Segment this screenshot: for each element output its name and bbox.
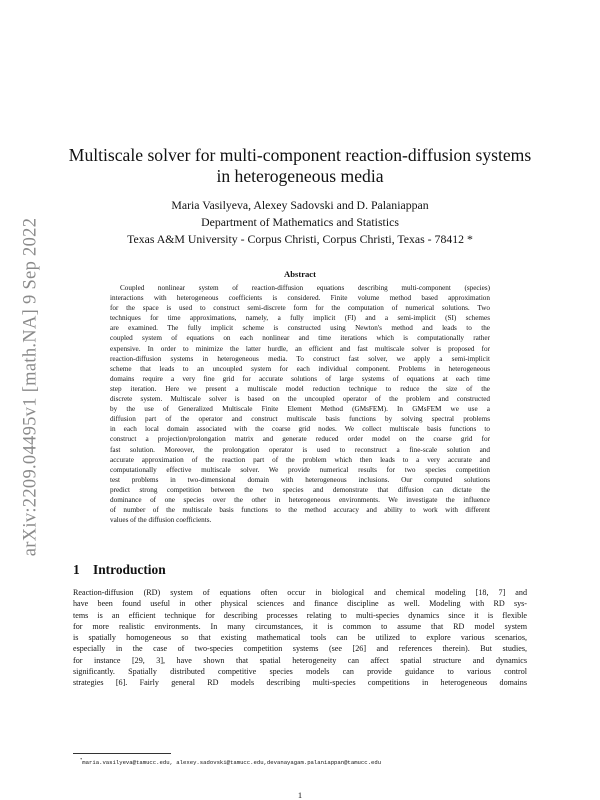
intro-line: Reaction-diffusion (RD) system of equations often occur in biological and chemical modeling [18, 7] and <box>73 588 527 597</box>
section-number: 1 <box>73 562 80 577</box>
abstract-line: are examined. The fully implicit scheme is constructed using Newton's method and leads to the <box>110 324 490 333</box>
abstract-line: coupled system of equations on each nonlinear and time iterations which is computationally rather <box>110 334 490 343</box>
author-names: Maria Vasilyeva, Alexey Sadovski and D. Palaniappan <box>171 198 429 212</box>
abstract-line: diffusion part of the operator and construct multiscale basis functions by solving spectral problems <box>110 415 490 424</box>
abstract-line: dominance of one species over the other in heterogeneous environments. We investigate the influence <box>110 495 490 504</box>
abstract-line: reaction-diffusion systems in heterogeneous media. To construct fast solver, we apply a semi-implicit <box>110 354 490 363</box>
intro-line: especially in the case of two-species competition systems (see [26] and references therein). But studies, <box>73 644 527 654</box>
abstract-line: expensive. In order to minimize the latter hurdle, an efficient and fast multiscale solver is proposed for <box>110 344 490 353</box>
arxiv-stamp <box>16 188 46 586</box>
abstract-line: discrete system. Multiscale solver is based on the uncoupled operator of the problem and constructed <box>110 395 490 404</box>
intro-line: is spatially homogeneous so that existing mathematical tools can be utilized to explore various scenarios, <box>73 633 527 643</box>
abstract-line: by the use of Generalized Multiscale Finite Element Method (GMsFEM). In GMsFEM we use a <box>110 405 490 414</box>
section-heading-introduction <box>73 562 166 578</box>
abstract-line: in each local domain associated with the coarse grid nodes. We collect multiscale basis functions to <box>110 425 490 434</box>
abstract-line: predict strong competition between the two species and demonstrate that diffusion can dictate the <box>110 485 490 494</box>
paper-title <box>60 145 540 187</box>
abstract-line: Coupled nonlinear system of reaction-diffusion equations describing multi-component (species) <box>120 284 490 292</box>
title-line-1: Multiscale solver for multi-component reaction-diffusion systems <box>68 145 532 165</box>
abstract-line: techniques for time approximations, namely, a fully implicit (FI) and a semi-implicit (SI) schemes <box>110 314 490 323</box>
page-number: 1 <box>297 790 303 800</box>
introduction-body <box>73 587 527 689</box>
abstract-body <box>110 283 490 525</box>
intro-line: for instance [29, 3], have shown that spatial heterogeneity can affect spatial structure and dynamics <box>73 655 527 665</box>
footnote-rule <box>73 753 171 754</box>
abstract-line: of number of the multiscale basis functions to the method accuracy and ability to work with different <box>110 506 490 515</box>
footnote-emails: maria.vasilyeva@tamucc.edu, alexey.sadovski@tamucc.edu,devanayagam.palaniappan@tamucc.edu <box>82 758 382 766</box>
intro-line: have been found useful in other physical sciences and finance discipline as well. Modeling with RD sys- <box>73 599 527 609</box>
section-title: Introduction <box>93 562 166 577</box>
arxiv-identifier: arXiv:2209.04495v1 [math.NA] 9 Sep 2022 <box>20 217 41 557</box>
footnote-mark: * <box>80 757 83 762</box>
intro-line: strategies [6]. Fairly general RD models describing multi-species competitions in heterogeneous domains <box>73 678 527 688</box>
intro-line: for more realistic environments. In many circumstances, it is common to assume that RD model system <box>73 621 527 631</box>
abstract-line: accurate approximation of the reaction part of the problem which then leads to a very accurate and <box>110 455 490 464</box>
intro-line: significantly. Spatially distributed competitive species models can provide guidance to various control <box>73 667 527 677</box>
abstract-heading: Abstract <box>284 269 316 279</box>
author-block <box>60 197 540 247</box>
abstract-line: domains require a very fine grid for accurate solutions of large systems of equations at each time <box>110 374 490 383</box>
abstract-line: for the space is used to construct semi-discrete form for the computation of numerical solutions. Two <box>110 304 490 313</box>
abstract-line: step iteration. Here we present a multiscale model reduction technique to reduce the size of the <box>110 384 490 393</box>
department: Department of Mathematics and Statistics <box>201 214 399 229</box>
abstract-line: computationally effective multiscale solver. We provide numerical results for two species competition <box>110 465 490 474</box>
intro-line: tems is an efficient technique for describing processes relating to multi-species dynamics since it is flexible <box>73 610 527 620</box>
abstract-line: values of the diffusion coefficients. <box>110 516 212 525</box>
abstract-line: test problems in two-dimensional domain with heterogeneous inclusions. Our computed solutions <box>110 475 490 484</box>
abstract-line: scheme that leads to an uncoupled system for each individual component. Problems in heterogeneous <box>110 364 490 373</box>
abstract-line: fast solution. Moreover, the prolongation operator is used to reconstruct a fine-scale solution and <box>110 445 490 454</box>
abstract-line: interactions with heterogeneous coefficients is considered. Finite volume method based approximation <box>110 294 490 303</box>
title-line-2: in heterogeneous media <box>216 166 384 186</box>
footnote <box>80 757 381 766</box>
affiliation: Texas A&M University - Corpus Christi, Corpus Christi, Texas - 78412 * <box>127 231 473 246</box>
abstract-line: construct a projection/prolongation matrix and generate reduced order model on the coarse grid for <box>110 435 490 444</box>
